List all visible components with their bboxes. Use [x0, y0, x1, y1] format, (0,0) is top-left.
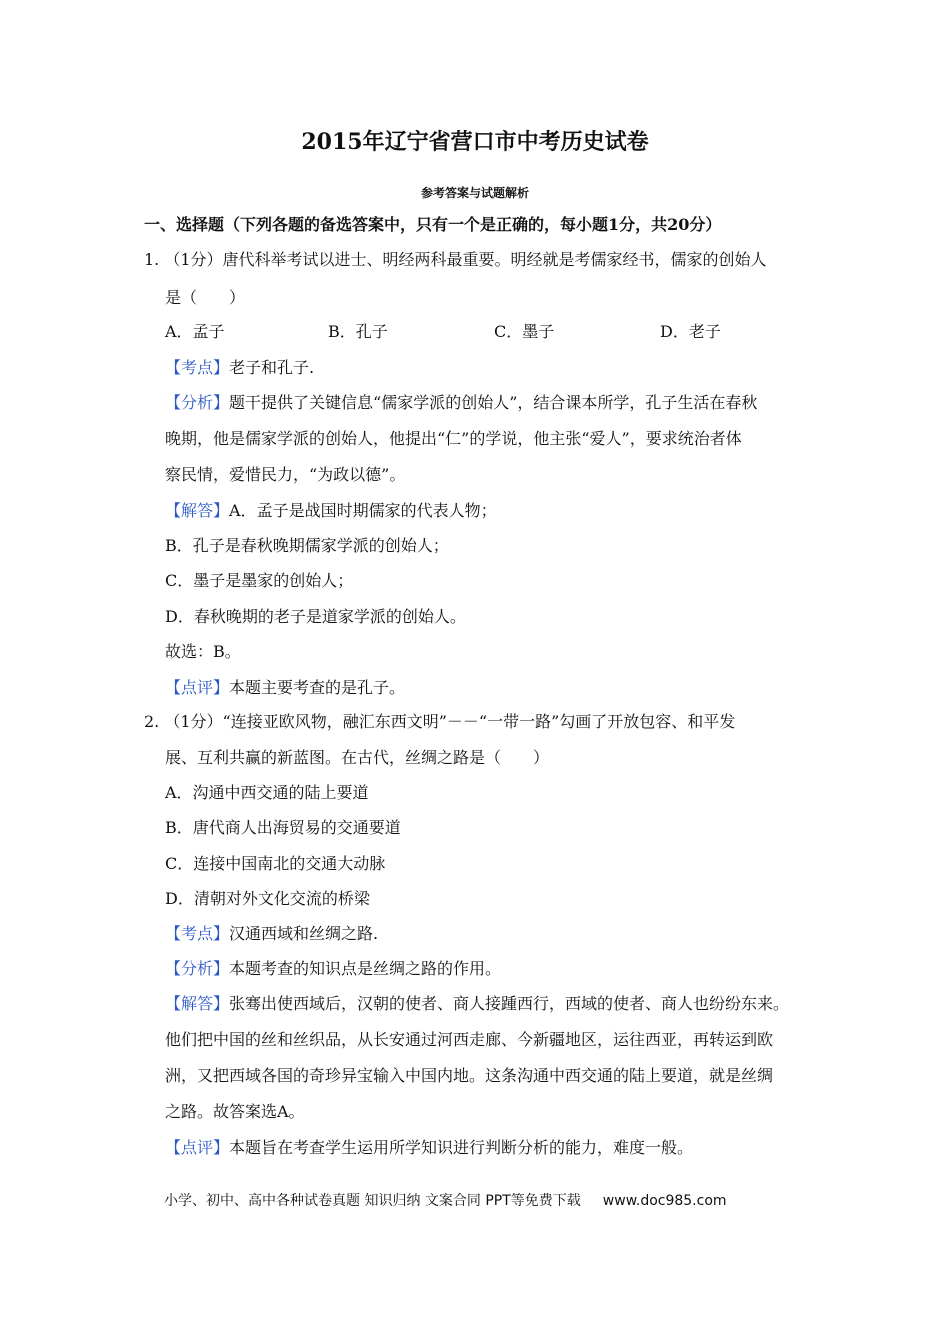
- question-stem-line1: [144, 248, 767, 272]
- jieda-line-2: 他们把中国的丝和丝织品，从长安通过河西走廊、今新疆地区，运往西亚，再转运到欧: [165, 1030, 774, 1049]
- fenxi-text: 本题考查的知识点是丝绸之路的作用。: [229, 959, 502, 978]
- fenxi-tag: 【分析】: [165, 959, 230, 978]
- option-b: B．唐代商人出海贸易的交通要道: [165, 818, 401, 837]
- question-stem-text: （1分）“连接亚欧风物，融汇东西文明”－－“一带一路”勾画了开放包容、和平发: [164, 712, 736, 731]
- fenxi-line-3: 察民情，爱惜民力，“为政以德”。: [165, 465, 406, 484]
- jieda-line-1: [165, 992, 789, 1016]
- jieda-text: 张骞出使西域后，汉朝的使者、商人接踵西行，西域的使者、商人也纷纷东来。: [229, 994, 790, 1013]
- kaodian-tag: 【考点】: [165, 924, 230, 943]
- kaodian-text: 汉通西域和丝绸之路.: [229, 924, 379, 943]
- option-d: D．清朝对外文化交流的桥梁: [165, 889, 370, 908]
- option-b: B．孔子: [328, 322, 388, 341]
- kaodian-text: 老子和孔子.: [229, 358, 315, 377]
- option-c: C．连接中国南北的交通大动脉: [165, 854, 386, 873]
- dianping-tag: 【点评】: [165, 678, 230, 697]
- question-stem-line2: 展、互利共赢的新蓝图。在古代，丝绸之路是（ ）: [165, 748, 550, 767]
- jieda-line-2: B．孔子是春秋晚期儒家学派的创始人；: [165, 536, 449, 555]
- page-subtitle: 参考答案与试题解析: [420, 186, 529, 200]
- option-a: A．孟子: [165, 322, 225, 341]
- jieda-line-4: D．春秋晚期的老子是道家学派的创始人。: [165, 607, 466, 626]
- dianping-tag: 【点评】: [165, 1138, 230, 1157]
- option-a: A．沟通中西交通的陆上要道: [165, 783, 369, 802]
- jieda-tag: 【解答】: [165, 994, 230, 1013]
- question-stem-line2: 是（ ）: [165, 288, 246, 307]
- jieda-line-3: C．墨子是墨家的创始人；: [165, 571, 354, 590]
- question-number: 2.: [144, 712, 160, 731]
- jieda-line-1: [165, 499, 497, 523]
- fenxi-line: [165, 957, 501, 981]
- fenxi-line-1: [165, 391, 757, 415]
- kaodian-line: [165, 922, 378, 946]
- option-c: C．墨子: [494, 322, 555, 341]
- dianping-line: [165, 676, 405, 700]
- jieda-line-3: 洲，又把西域各国的奇珍异宝输入中国内地。这条沟通中西交通的陆上要道，就是丝绸: [165, 1066, 774, 1085]
- jieda-text: A．孟子是战国时期儒家的代表人物；: [229, 501, 497, 520]
- option-d: D．老子: [660, 322, 721, 341]
- kaodian-line: [165, 356, 314, 380]
- fenxi-text: 题干提供了关键信息“儒家学派的创始人”，结合课本所学，孔子生活在春秋: [229, 393, 758, 412]
- dianping-line: [165, 1136, 693, 1160]
- footer-text: 小学、初中、高中各种试卷真题 知识归纳 文案合同 PPT等免费下载: [164, 1193, 581, 1209]
- jieda-line-5: 故选：B。: [165, 642, 241, 661]
- page-title: 2015年辽宁省营口市中考历史试卷: [301, 129, 649, 155]
- question-stem-text: （1分）唐代科举考试以进士、明经两科最重要。明经就是考儒家经书，儒家的创始人: [164, 250, 767, 269]
- dianping-text: 本题旨在考查学生运用所学知识进行判断分析的能力，难度一般。: [229, 1138, 694, 1157]
- page-footer: [164, 1191, 727, 1211]
- dianping-text: 本题主要考查的是孔子。: [229, 678, 406, 697]
- footer-url[interactable]: www.doc985.com: [602, 1193, 727, 1209]
- fenxi-line-2: 晚期，他是儒家学派的创始人，他提出“仁”的学说，他主张“爱人”，要求统治者体: [165, 429, 742, 448]
- fenxi-tag: 【分析】: [165, 393, 230, 412]
- jieda-line-4: 之路。故答案选A。: [165, 1102, 305, 1121]
- jieda-tag: 【解答】: [165, 501, 230, 520]
- section-heading: 一、选择题（下列各题的备选答案中，只有一个是正确的，每小题1分，共20分）: [144, 215, 722, 234]
- question-stem-line1: [144, 710, 735, 734]
- kaodian-tag: 【考点】: [165, 358, 230, 377]
- question-number: 1.: [144, 250, 160, 269]
